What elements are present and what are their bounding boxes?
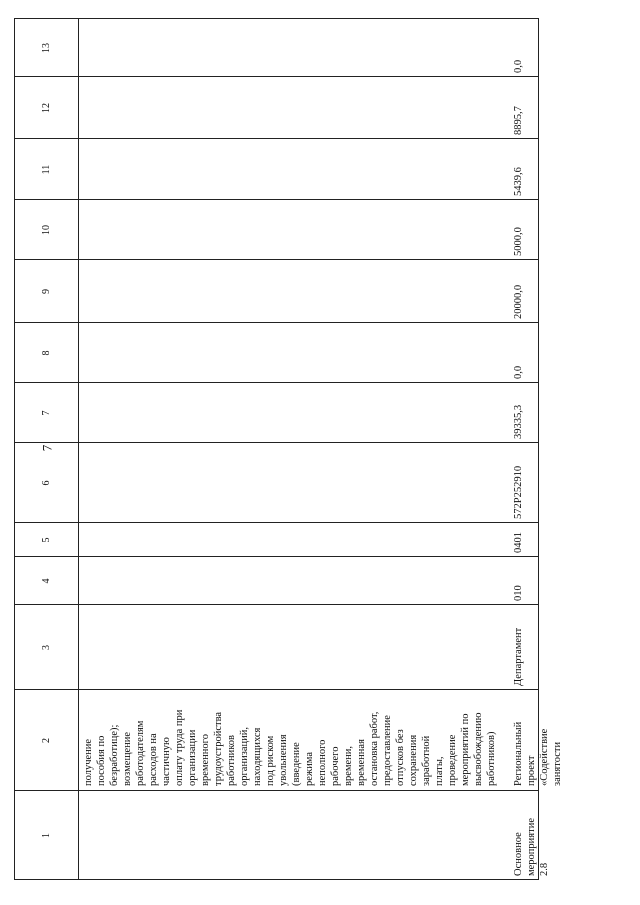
amount-col-10: 5000,0 <box>513 227 524 256</box>
header-col-13: 13 <box>41 43 52 53</box>
measure-code: Основное мероприятие 2.8 <box>513 818 550 876</box>
col-border <box>14 322 539 323</box>
col-border <box>14 556 539 557</box>
col-border <box>14 382 539 383</box>
measure-description-continued: получение пособия по безработице); возмещение работодателям расходов на частичную оплату труда при организации временного трудоустройства работников организаций, находящихся под риском увольнения (введение режима неполного рабочего времени, временная остановка работ, предоставление отпусков без сохранения заработной платы, проведение мероприятий по высвобождению работников) <box>83 709 497 786</box>
header-col-7: 7 <box>41 410 52 416</box>
col-border <box>14 790 539 791</box>
header-row-divider <box>78 18 79 880</box>
table-border-top <box>14 18 15 880</box>
header-col-4: 4 <box>41 578 52 584</box>
col-border <box>14 442 539 443</box>
measure-title: Региональный проект «Содействие занятости <box>513 721 563 786</box>
header-col-9: 9 <box>41 289 52 294</box>
col-border <box>14 604 539 605</box>
page-number: 7 <box>39 444 55 452</box>
budget-table <box>14 18 563 880</box>
col-border <box>14 522 539 523</box>
header-col-6: 6 <box>41 480 52 486</box>
amount-col-12: 8895,7 <box>513 106 524 135</box>
col-border <box>14 199 539 200</box>
header-col-1: 1 <box>41 833 52 838</box>
amount-col-8: 0,0 <box>513 365 524 379</box>
col-border <box>14 879 539 880</box>
header-col-2: 2 <box>41 738 52 743</box>
header-col-8: 8 <box>41 350 52 356</box>
header-col-10: 10 <box>41 225 52 235</box>
target-article-cell: 572P252910 <box>513 465 524 519</box>
col-border <box>14 18 539 19</box>
col-border <box>14 76 539 77</box>
amount-col-13: 0,0 <box>513 59 524 73</box>
header-col-5: 5 <box>41 537 52 543</box>
header-col-3: 3 <box>41 645 52 650</box>
amount-col-9: 20000,0 <box>513 284 524 319</box>
amount-col-7: 39335,3 <box>513 404 524 439</box>
header-col-12: 12 <box>41 103 52 113</box>
grbs-code-cell: 010 <box>513 585 524 601</box>
col-border <box>14 259 539 260</box>
executor-cell: Департамент <box>513 627 524 686</box>
amount-col-11: 5439,6 <box>513 167 524 196</box>
col-border <box>14 138 539 139</box>
header-col-11: 11 <box>41 164 52 175</box>
section-code-cell: 0401 <box>513 532 524 553</box>
